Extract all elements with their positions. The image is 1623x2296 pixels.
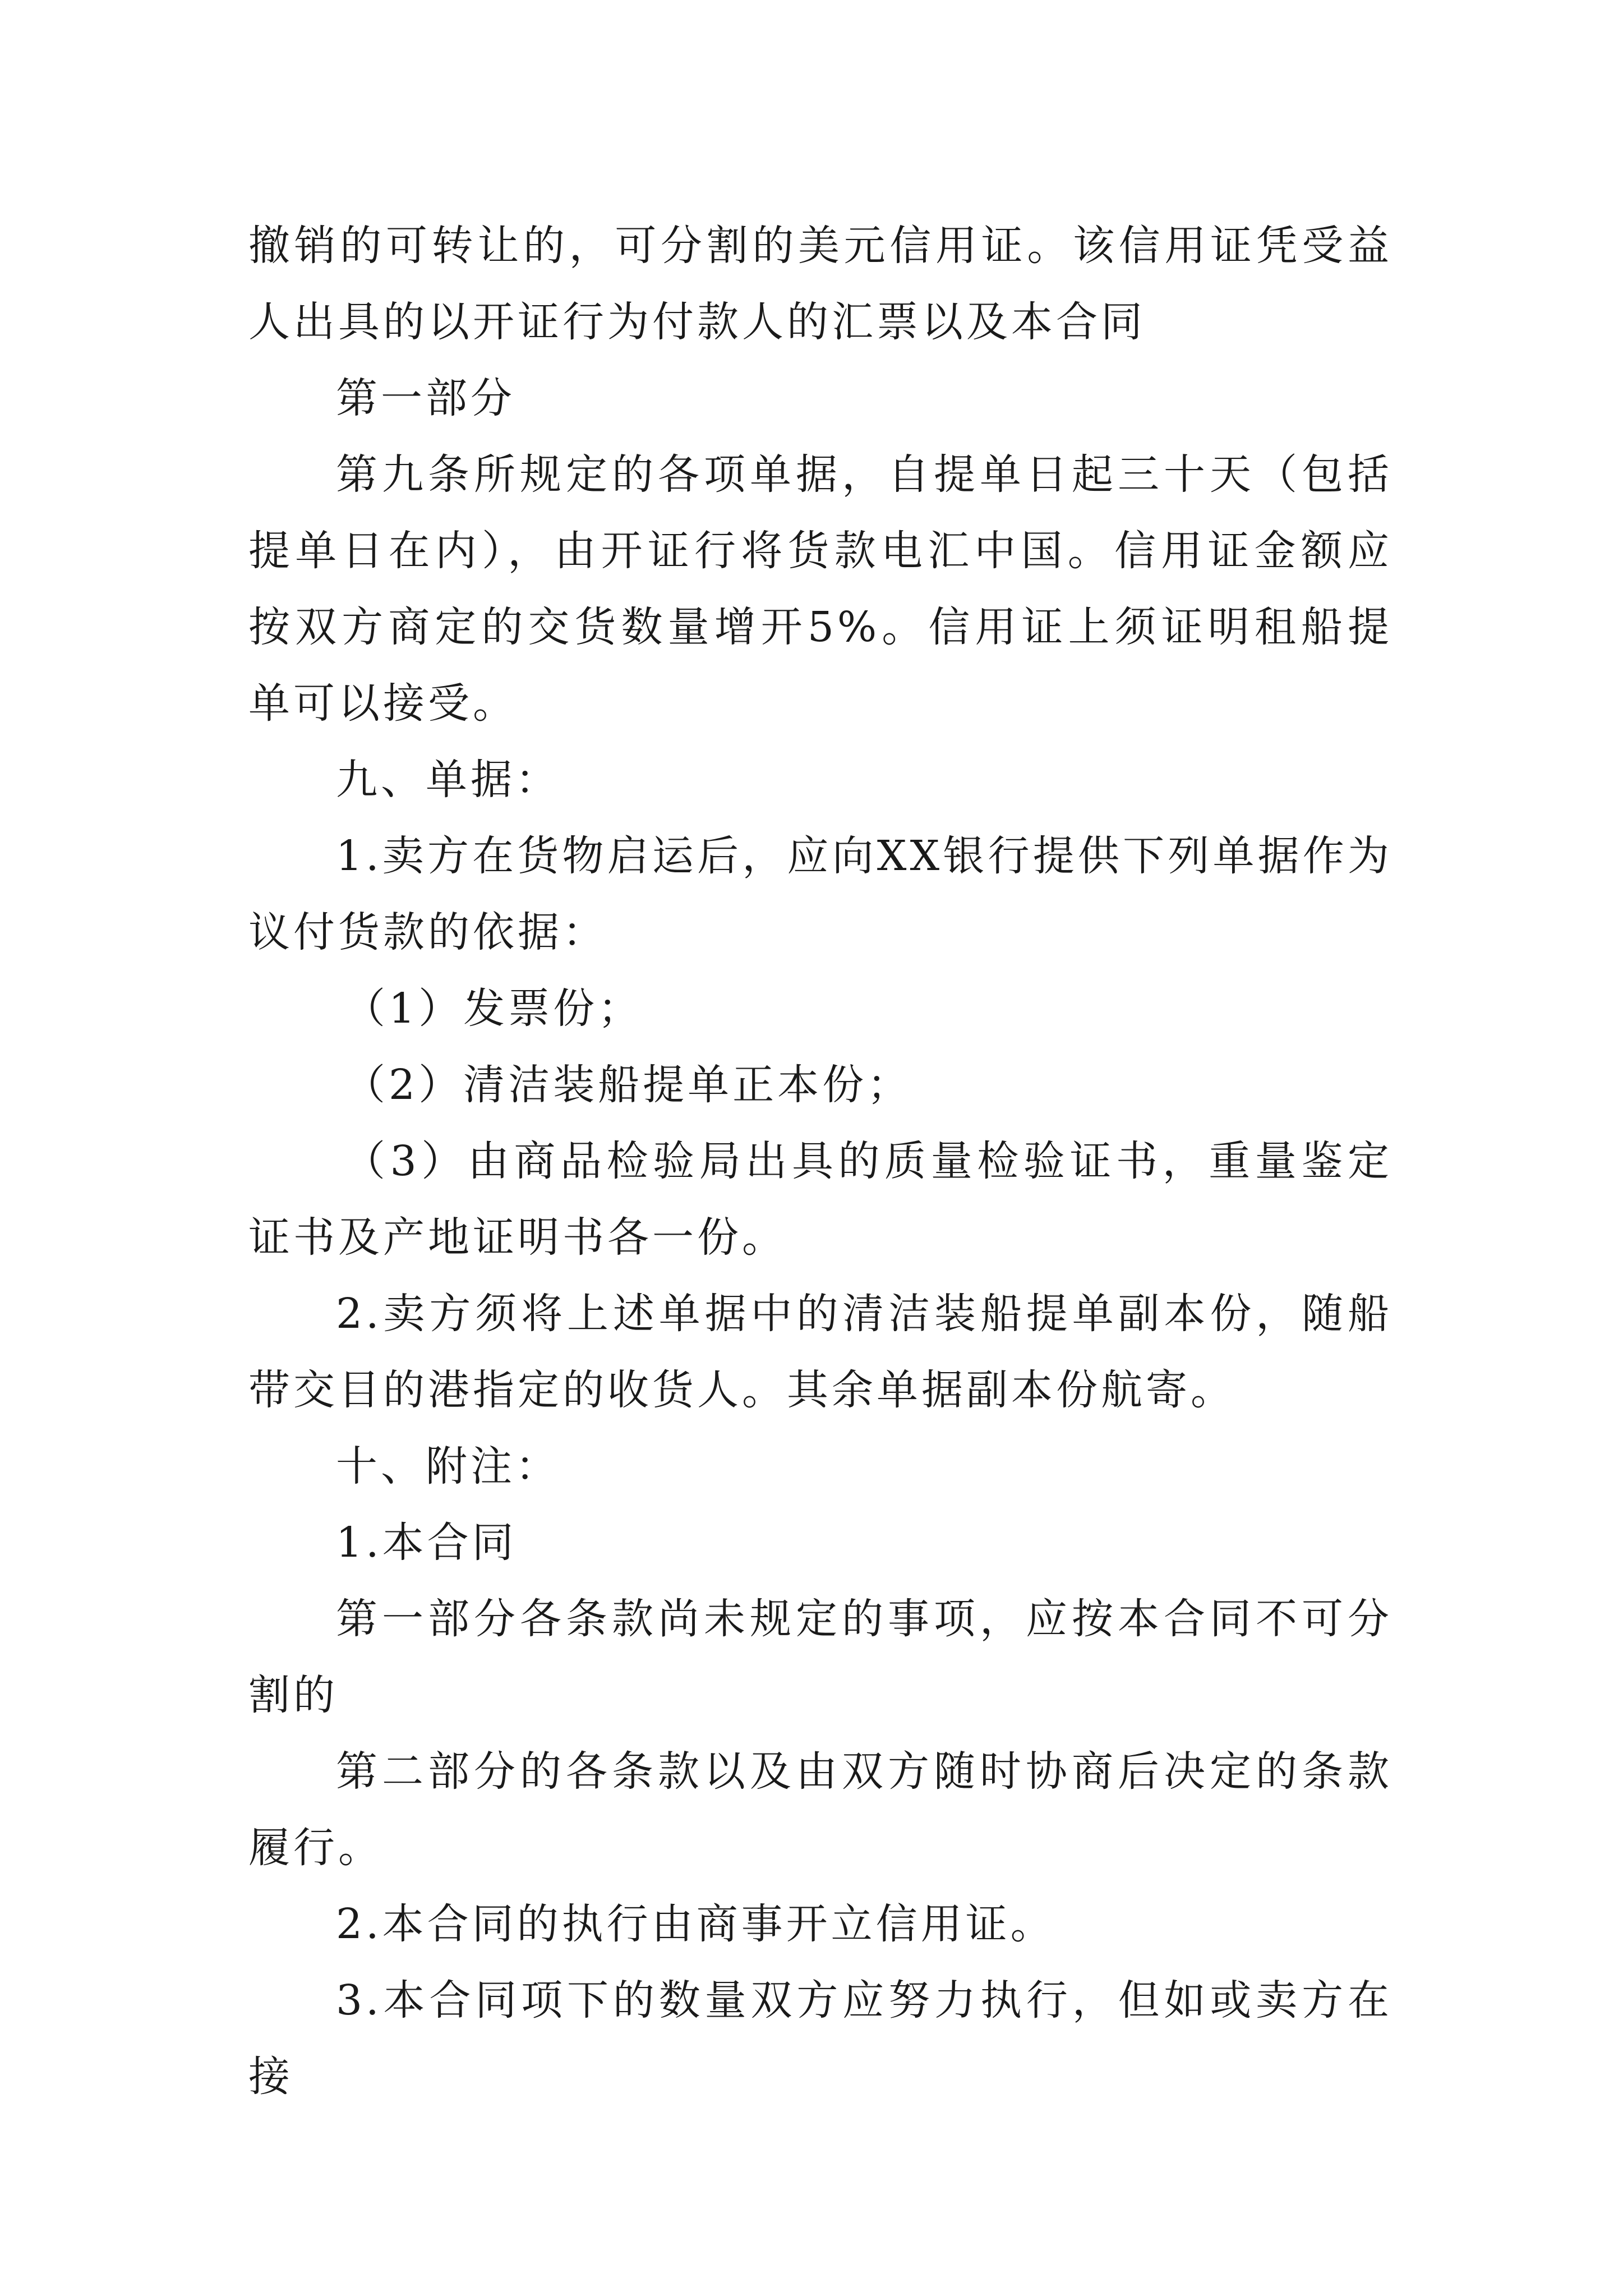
paragraph-note-one: 1.本合同: [336, 1519, 517, 1567]
paragraph-note-two: 2.本合同的执行由商事开立信用证。: [336, 1900, 1055, 1948]
paragraph-part-one: 第一部分: [336, 374, 515, 422]
heading-section-nine: 九、单据：: [336, 756, 560, 804]
paragraph-note-three: 3.本合同项下的数量双方应努力执行，但如或卖方在接: [248, 1976, 1393, 2101]
paragraph-copies-delivery: 2.卖方须将上述单据中的清洁装船提单副本份，随船带交目的港指定的收货人。其余单据副本份航寄。: [248, 1290, 1393, 1414]
list-item-certificates: （3）由商品检验局出具的质量检验证书，重量鉴定证书及产地证明书各一份。: [248, 1137, 1393, 1262]
paragraph-lc-revocable: 撤销的可转让的，可分割的美元信用证。该信用证凭受益人出具的以开证行为付款人的汇票以及本合同: [248, 222, 1393, 346]
paragraph-part-two-terms: 第二部分的各条款以及由双方随时协商后决定的条款履行。: [248, 1747, 1393, 1872]
list-item-invoice: （1）发票份；: [344, 984, 643, 1033]
paragraph-seller-documents: 1.卖方在货物启运后，应向XX银行提供下列单据作为议付货款的依据：: [248, 832, 1393, 956]
list-item-bill-of-lading: （2）清洁装船提单正本份；: [344, 1061, 912, 1109]
document-body: [248, 208, 1393, 2115]
heading-section-ten: 十、附注：: [336, 1442, 560, 1490]
paragraph-part-one-terms: 第一部分各条款尚未规定的事项，应按本合同不可分割的: [248, 1595, 1393, 1719]
paragraph-article-nine-documents: 第九条所规定的各项单据，自提单日起三十天（包括提单日在内），由开证行将货款电汇中国。信用证金额应按双方商定的交货数量增开5%。信用证上须证明租船提单可以接受。: [248, 450, 1393, 728]
